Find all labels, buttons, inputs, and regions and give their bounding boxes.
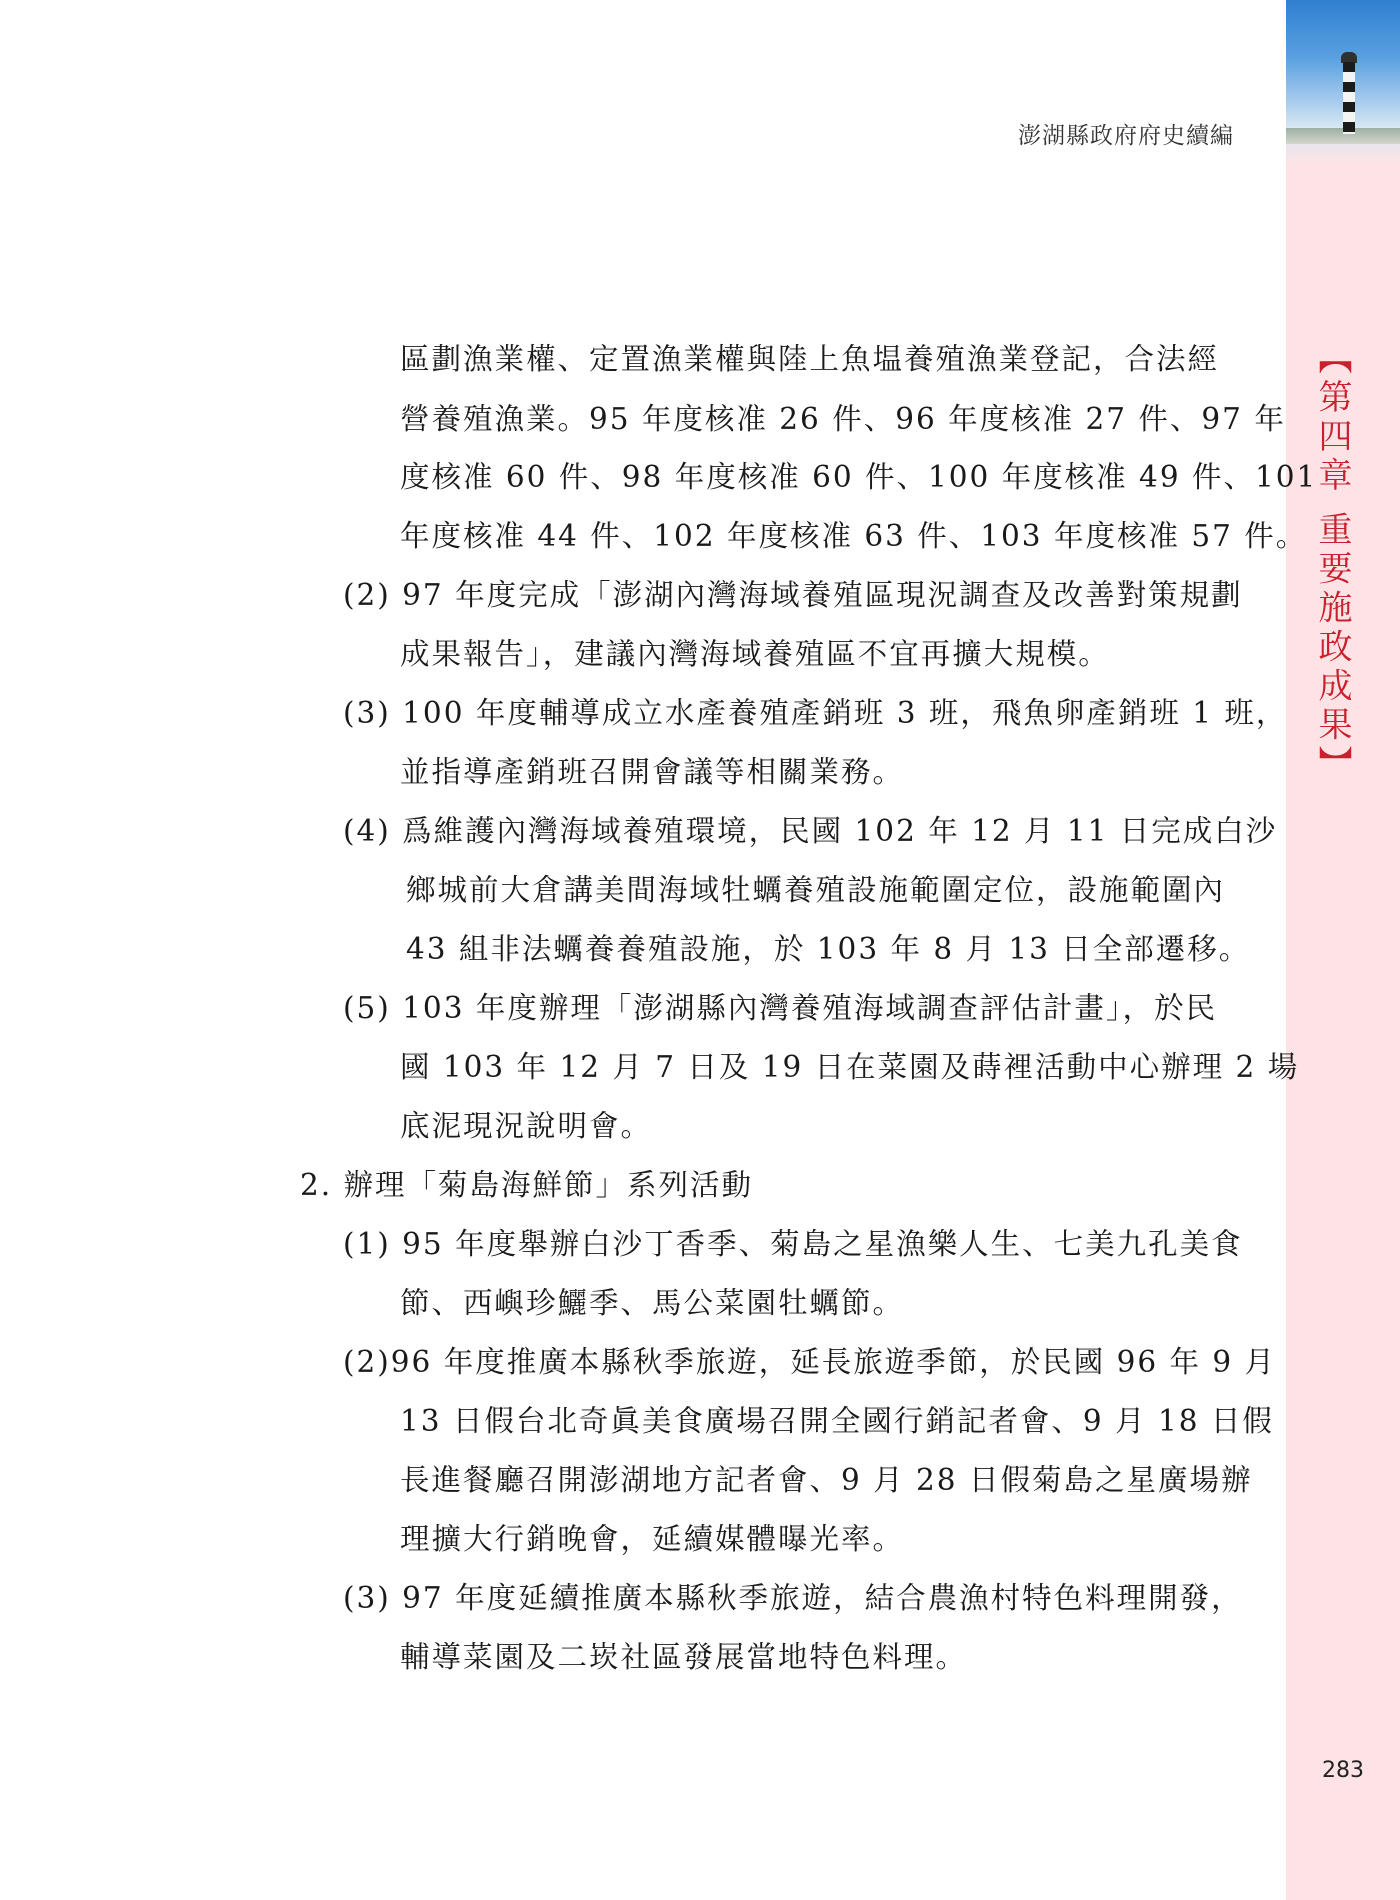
text-line: 理擴大行銷晚會，延續媒體曝光率。 — [400, 1522, 905, 1556]
text-line: 長進餐廳召開澎湖地方記者會、9 月 28 日假菊島之星廣場辦 — [400, 1463, 1253, 1497]
text-line: 輔導菜園及二崁社區發展當地特色料理。 — [400, 1640, 968, 1674]
chapter-tab: 【第四章 重要施政成果】 — [1312, 340, 1352, 785]
text-line: 43 組非法蠣養養殖設施，於 103 年 8 月 13 日全部遷移。 — [406, 932, 1251, 966]
list-item-4: (4) 爲維護內灣海域養殖環境，民國 102 年 12 月 11 日完成白沙 — [343, 814, 1278, 848]
side-band — [1286, 0, 1400, 1900]
text-line: 鄉城前大倉講美間海域牡蠣養殖設施範圍定位，設施範圍內 — [406, 873, 1226, 907]
list-item-3: (3) 100 年度輔導成立水產養殖產銷班 3 班，飛魚卵產銷班 1 班， — [343, 696, 1288, 730]
lighthouse-tower-icon — [1343, 62, 1355, 134]
list-item-1: (1) 95 年度舉辦白沙丁香季、菊島之星漁樂人生、七美九孔美食 — [343, 1227, 1243, 1261]
text-line: 成果報告」，建議內灣海域養殖區不宜再擴大規模。 — [400, 637, 1110, 671]
text-line: 並指導產銷班召開會議等相關業務。 — [400, 755, 905, 789]
text-line: 區劃漁業權、定置漁業權與陸上魚塭養殖漁業登記，合法經 — [400, 342, 1220, 376]
text-line: 13 日假台北奇眞美食廣場召開全國行銷記者會、9 月 18 日假 — [400, 1404, 1274, 1438]
text-line: 底泥現況說明會。 — [400, 1109, 653, 1143]
page-number: 283 — [1322, 1758, 1364, 1783]
list-item-3: (3) 97 年度延續推廣本縣秋季旅遊，結合農漁村特色料理開發， — [343, 1581, 1243, 1615]
list-item-2: (2) 97 年度完成「澎湖內灣海域養殖區現況調查及改善對策規劃 — [343, 578, 1243, 612]
section-heading-2: 2. 辦理「菊島海鮮節」系列活動 — [300, 1168, 754, 1202]
text-line: 國 103 年 12 月 7 日及 19 日在菜園及蒔裡活動中心辦理 2 場 — [400, 1050, 1300, 1084]
list-item-2: (2)96 年度推廣本縣秋季旅遊，延長旅遊季節，於民國 96 年 9 月 — [343, 1345, 1277, 1379]
book-title: 澎湖縣政府府史續編 — [1018, 123, 1234, 149]
lighthouse-photo — [1286, 0, 1400, 165]
list-item-5: (5) 103 年度辦理「澎湖縣內灣養殖海域調查評估計畫」，於民 — [343, 991, 1218, 1025]
text-line: 度核准 60 件、98 年度核准 60 件、100 年度核准 49 件、101 — [400, 460, 1318, 494]
text-line: 營養殖漁業。95 年度核准 26 件、96 年度核准 27 件、97 年 — [400, 402, 1286, 436]
text-line: 年度核准 44 件、102 年度核准 63 件、103 年度核准 57 件。 — [400, 519, 1308, 553]
text-line: 節、西嶼珍鱺季、馬公菜園牡蠣節。 — [400, 1286, 905, 1320]
